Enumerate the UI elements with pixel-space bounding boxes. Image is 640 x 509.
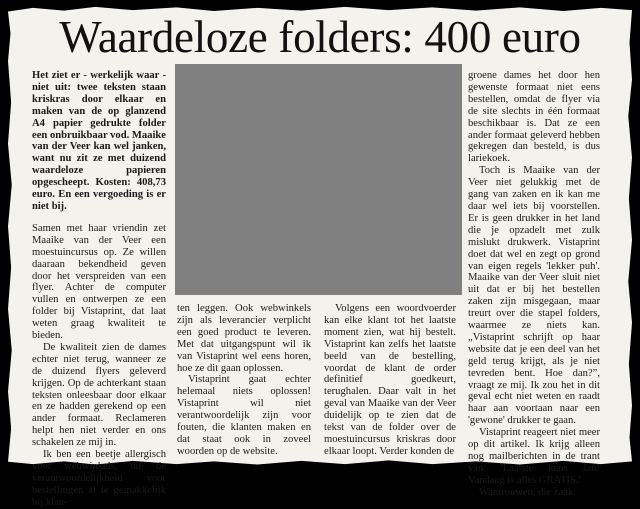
paragraph: Volgens een woordvoerder kan elke klant tot het laatste moment zien, wat hij bestelt. Vistaprint kan zelfs het laatste beeld van de bestelling, voordat de klant de order definitief goedkeurt, terughalen. Daar valt in het geval van Maaike van der Veer duidelijk op te zien dat de tekst van de folder over de moestuincursus kriskras door elkaar loopt. Verder konden de (324, 303, 456, 457)
closing-line: Wantrouwen, die zaak. (479, 486, 576, 498)
paragraph: Ik ben een beetje allergisch voor webwinkels, die de verantwoordelijkheid voor bestellingen al te gemakkelijk bij klan- (32, 449, 166, 508)
paragraph: ten leggen. Ook webwinkels zijn als leverancier verplicht een goed product te leveren. Met dat uitgangspunt wil ik van Vistaprint wel eens horen, hoe ze dit gaan oplossen. (177, 303, 311, 374)
article-photo-placeholder (175, 64, 462, 295)
paragraph: Vistaprint reageert niet meer op dit artikel. Ik krijg alleen nog mailberichten in de trant van: 'Laatste kans Jan! Vandaag is alles GRATIS.' (468, 427, 600, 486)
paragraph: Vistaprint gaat echter helemaal niets oplossen! Vistaprint wil niet verantwoordelijk zijn voor fouten, die klanten maken en dat staat ook in zoveel woorden op de website. (177, 374, 311, 457)
paragraph: De kwaliteit zien de dames echter niet terug, wanneer ze de duizend flyers geleverd krijgen. Op de achterkant staan teksten onleesbaar door elkaar en ze hadden gerekend op een ander formaat. Reclameren helpt hen niet verder en ons schakelen ze mij in. (32, 341, 166, 449)
paragraph: groene dames het door hen gewenste formaat niet eens bestellen, omdat de flyer via de site slechts in één formaat beschikbaar is. Dat ze een ander formaat geleverd hebben gekregen dan besteld, is dus lariekoek. (468, 70, 600, 165)
article-column-1 (32, 70, 166, 509)
article-column-4 (468, 70, 600, 499)
article-column-2 (177, 303, 311, 458)
article-headline: Waardeloze folders: 400 euro (59, 12, 581, 62)
paragraph: Toch is Maaike van der Veer niet gelukkig met de gang van zaken en ik kan me daar wel iets bij voorstellen. Er is geen drukker in het land die je opzadelt met zulk mislukt drukwerk. Vistaprint doet dat wel en zegt op grond van eigen regels 'lekker puh'. Maaike van der Veer sluit niet uit dat er bij het bestellen zaken zijn misgegaan, maar treurt over die stapel folders, waarmee ze niets kan. „Vistaprint schrijft op haar website dat je een deel van het geld terug krijgt, als je niet tevreden bent. Hoe dan?”, vraagt ze mij. Ik zou het in dit geval echt niet weten en raadt haar aan voortaan naar een 'gewone' drukker te gaan. (468, 165, 600, 427)
lead-paragraph: Het ziet er - werkelijk waar - niet uit: twee teksten staan kriskras door elkaar en maken van de op glanzend A4 papier gedrukte folder een onbruikbaar vod. Maaike van der Veer kan wel janken, want nu zit ze met duizend waardeloze papieren opgescheept. Kosten: 408,73 euro. En een vergoeding is er niet bij. (32, 70, 167, 212)
article-column-3 (324, 303, 456, 458)
paragraph: Samen met haar vriendin zet Maaike van der Veer een moestuincursus op. Ze willen daaraan bekendheid geven door het verspreiden van een flyer. Achter de computer vullen en ontwerpen ze een folder bij Vistaprint, dat laat weten graag kwaliteit te bieden. (32, 222, 166, 342)
